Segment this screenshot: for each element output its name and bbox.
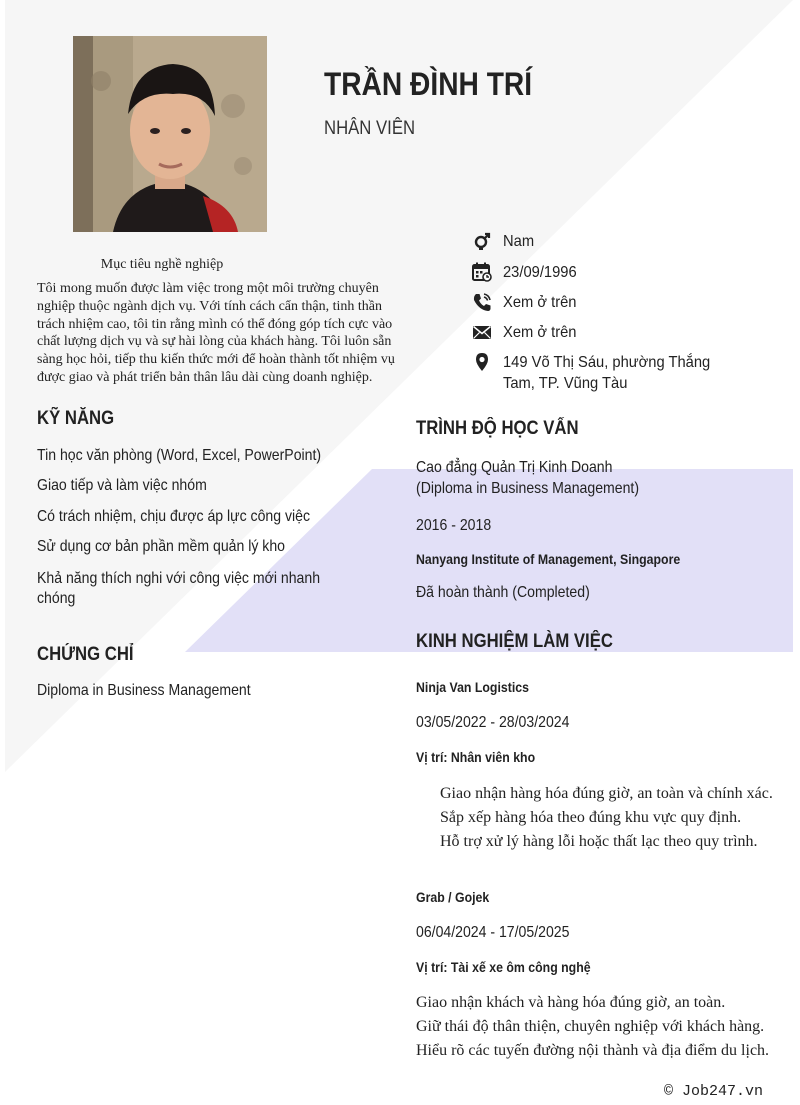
certificates-title: CHỨNG CHỈ [37,644,134,665]
candidate-name: TRẦN ĐÌNH TRÍ [324,66,533,102]
contact-gender: Nam [472,231,772,253]
contact-address: 149 Võ Thị Sáu, phường Thắng Tam, TP. Vũng Tàu [472,352,772,394]
education-school: Nanyang Institute of Management, Singapore [416,551,681,567]
job-period: 03/05/2022 - 28/03/2024 [416,714,570,731]
job-duties [440,782,790,854]
calendar-icon [472,262,492,282]
job-company: Ninja Van Logistics [416,679,529,695]
duty-item: Sắp xếp hàng hóa theo đúng khu vực quy định. [440,809,742,826]
profile-photo [73,36,267,232]
contact-birthday: 23/09/1996 [472,262,772,284]
job-role: Vị trí: Tài xế xe ôm công nghệ [416,959,591,975]
skill-item: Khả năng thích nghi với công việc mới nhanh chóng [37,570,321,607]
skill-item: Có trách nhiệm, chịu được áp lực công việc [37,508,311,525]
duty-item: Hỗ trợ xử lý hàng lỗi hoặc thất lạc theo quy trình. [440,833,758,850]
education-status: Đã hoàn thành (Completed) [416,584,590,601]
job-duties [416,991,791,1063]
skills-title: KỸ NĂNG [37,408,115,429]
footer-copyright: © Job247.vn [664,1083,764,1100]
education-title: TRÌNH ĐỘ HỌC VẤN [416,418,579,439]
email-icon [472,322,492,342]
education-degree: Cao đẳng Quản Trị Kinh Doanh [416,459,613,476]
skill-item: Giao tiếp và làm việc nhóm [37,477,207,494]
gender-icon [472,231,492,251]
location-icon [472,352,492,372]
job-company: Grab / Gojek [416,889,490,905]
duty-item: Giao nhận hàng hóa đúng giờ, an toàn và chính xác. [440,785,773,802]
education-years: 2016 - 2018 [416,517,492,534]
skill-item: Tin học văn phòng (Word, Excel, PowerPoint) [37,447,322,464]
duty-item: Hiểu rõ các tuyến đường nội thành và địa điểm du lịch. [416,1042,770,1059]
phone-icon [472,292,492,312]
candidate-position: NHÂN VIÊN [324,118,416,139]
job-role: Vị trí: Nhân viên kho [416,749,536,765]
contact-info [472,231,772,394]
certificate-item: Diploma in Business Management [37,682,251,699]
skill-item: Sử dụng cơ bản phần mềm quản lý kho [37,538,286,555]
duty-item: Giao nhận khách và hàng hóa đúng giờ, an toàn. [416,994,726,1011]
contact-email: Xem ở trên [472,322,772,344]
education-degree-en: (Diploma in Business Management) [416,480,640,497]
objective-title: Mục tiêu nghề nghiệp [100,257,224,272]
contact-phone: Xem ở trên [472,292,772,314]
job-period: 06/04/2024 - 17/05/2025 [416,924,570,941]
duty-item: Giữ thái độ thân thiện, chuyên nghiệp với khách hàng. [416,1018,765,1035]
objective-text: Tôi mong muốn được làm việc trong một môi trường chuyên nghiệp thuộc ngành dịch vụ. Với tính cách cẩn thận, tinh thần trách nhiệm cao, tôi tin rằng mình có thể đóng góp tích cực vào chất lượng dịch vụ và sự hài lòng của khách hàng. Tôi luôn sẵn sàng học hỏi, tiếp thu kiến thức mới để hoàn thành tốt nhiệm vụ được giao và phát triển bản thân lâu dài cùng doanh nghiệp. [37,281,395,385]
experience-title: KINH NGHIỆM LÀM VIỆC [416,631,613,652]
